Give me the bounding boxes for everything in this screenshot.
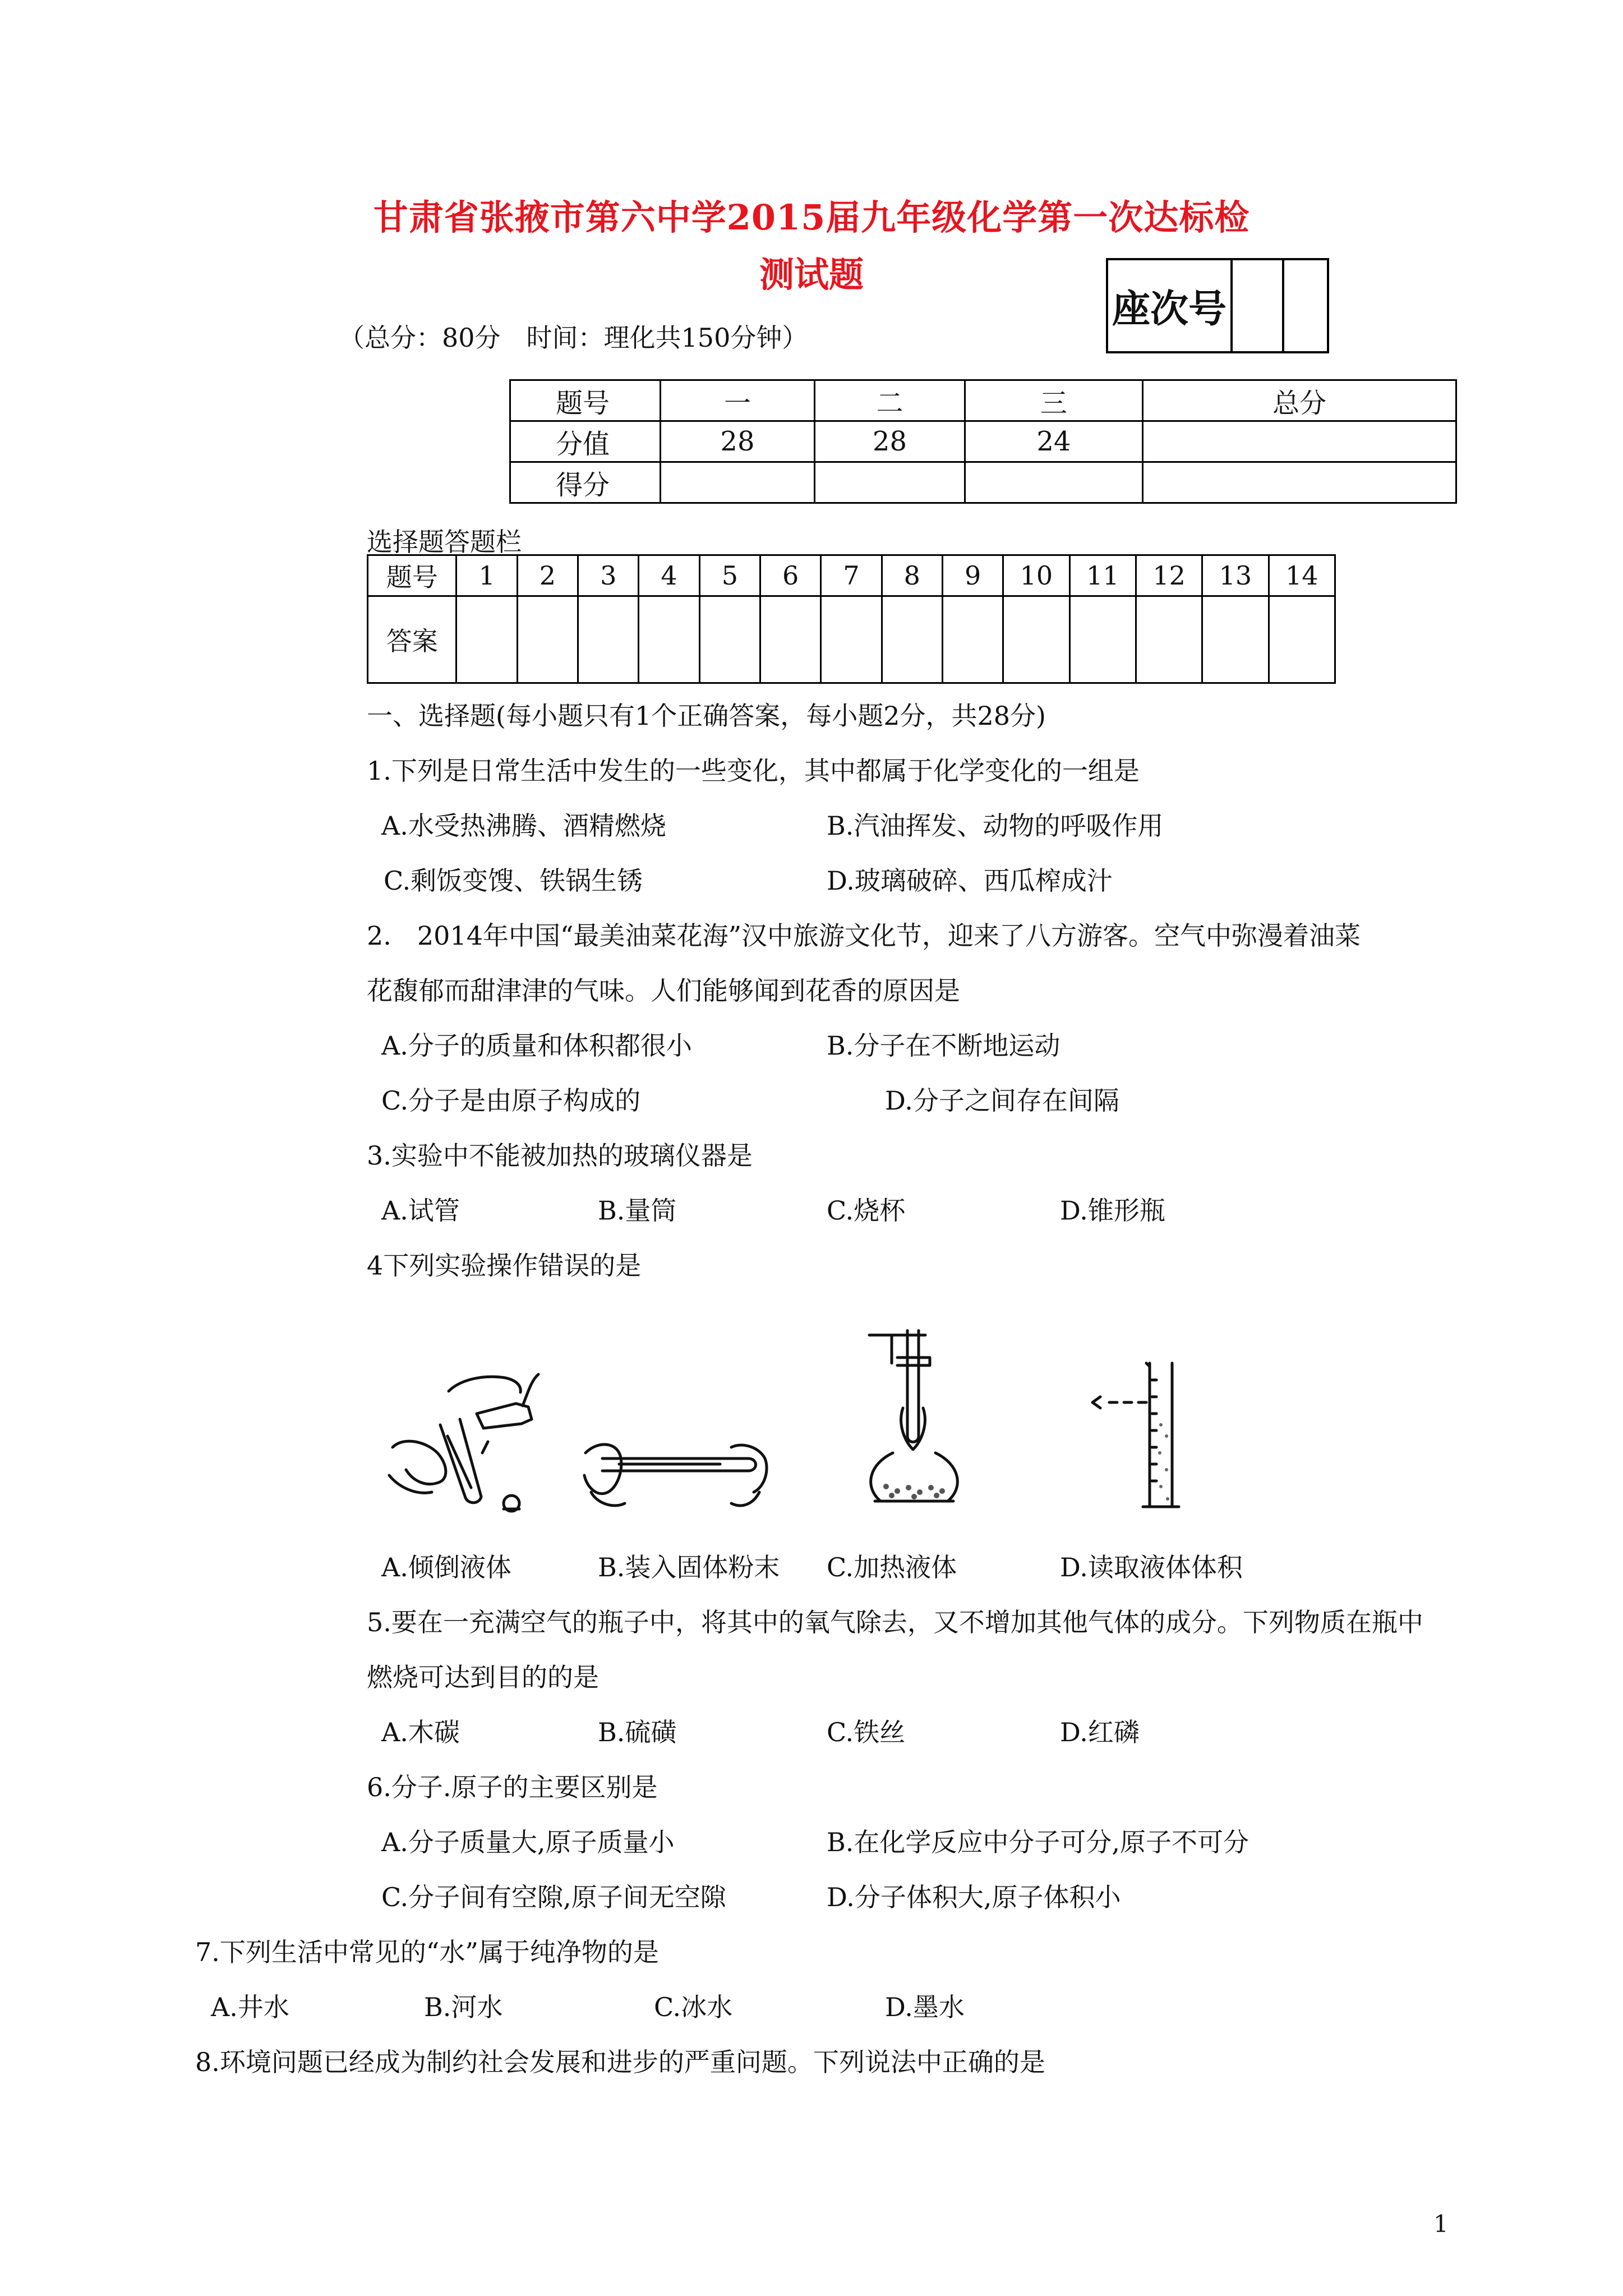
seat-number-label: 座次号 — [1108, 260, 1233, 351]
answer-cell[interactable] — [821, 596, 882, 683]
q7-option-b: B.河水 — [424, 1992, 503, 2022]
question-number: 6 — [760, 555, 821, 596]
question-number: 13 — [1202, 555, 1269, 596]
answer-number-row — [368, 555, 1335, 596]
page-number: 1 — [1433, 2210, 1449, 2238]
answer-cell[interactable] — [1202, 596, 1269, 683]
seat-number-box — [1106, 258, 1329, 353]
answer-header-label: 题号 — [368, 555, 457, 596]
q4-stem: 4下列实验操作错误的是 — [367, 1250, 642, 1281]
seat-number-cell-2 — [1284, 260, 1327, 351]
question-number: 14 — [1269, 555, 1335, 596]
q2-stem-line2: 花馥郁而甜津津的气味。人们能够闻到花香的原因是 — [367, 976, 960, 1006]
q5-option-a: A.木碳 — [381, 1717, 460, 1747]
answer-sheet-table — [367, 554, 1336, 684]
q2-stem-line1: 2. 2014年中国“最美油菜花海”汉中旅游文化节，迎来了八方游客。空气中弥漫着油菜 — [367, 921, 1361, 951]
score-table-header-row — [510, 380, 1456, 421]
q5-option-c: C.铁丝 — [827, 1717, 906, 1747]
q4-option-d: D.读取液体体积 — [1060, 1552, 1243, 1582]
answer-cell[interactable] — [457, 596, 517, 683]
q2-option-d: D.分子之间存在间隔 — [885, 1085, 1119, 1116]
q7-stem: 7.下列生活中常见的“水”属于纯净物的是 — [195, 1937, 659, 1967]
q6-option-a: A.分子质量大,原子质量小 — [381, 1827, 675, 1857]
q5-option-b: B.硫磺 — [598, 1717, 677, 1747]
answer-label: 答案 — [368, 596, 457, 683]
score-header-cell: 一 — [660, 380, 815, 421]
q6-stem: 6.分子.原子的主要区别是 — [367, 1772, 658, 1802]
document-title-line1: 甘肃省张掖市第六中学2015届九年级化学第一次达标检 — [373, 197, 1250, 238]
q4-option-c: C.加热液体 — [827, 1552, 957, 1582]
score-obtained-row — [510, 462, 1456, 503]
score-obtained-cell[interactable] — [965, 462, 1142, 503]
score-value-row — [510, 421, 1456, 462]
score-value-cell: 分值 — [510, 421, 661, 462]
q4-option-a: A.倾倒液体 — [381, 1552, 511, 1582]
question-number: 1 — [457, 555, 517, 596]
answer-cell[interactable] — [517, 596, 578, 683]
question-number: 10 — [1003, 555, 1069, 596]
q8-stem: 8.环境问题已经成为制约社会发展和进步的严重问题。下列说法中正确的是 — [195, 2047, 1045, 2077]
reading-volume-figure — [1088, 1358, 1195, 1520]
question-number: 4 — [639, 555, 699, 596]
q3-stem: 3.实验中不能被加热的玻璃仪器是 — [367, 1140, 753, 1171]
question-number: 9 — [942, 555, 1003, 596]
score-table — [509, 379, 1457, 504]
q3-option-b: B.量筒 — [598, 1195, 677, 1226]
q3-option-d: D.锥形瓶 — [1060, 1195, 1165, 1226]
q1-option-a: A.水受热沸腾、酒精燃烧 — [381, 811, 666, 841]
question-number: 2 — [517, 555, 578, 596]
q5-option-d: D.红磷 — [1060, 1717, 1140, 1747]
score-obtained-cell[interactable] — [660, 462, 815, 503]
q2-option-c: C.分子是由原子构成的 — [381, 1085, 641, 1116]
score-value-cell — [1143, 421, 1456, 462]
score-header-cell: 题号 — [510, 380, 661, 421]
q3-option-c: C.烧杯 — [827, 1195, 906, 1226]
q5-stem-line1: 5.要在一充满空气的瓶子中，将其中的氧气除去，又不增加其他气体的成分。下列物质在瓶中 — [367, 1607, 1423, 1637]
q6-option-c: C.分子间有空隙,原子间无空隙 — [381, 1882, 726, 1912]
score-obtained-cell[interactable] — [815, 462, 965, 503]
powder-into-tube-figure — [580, 1419, 771, 1520]
q6-option-d: D.分子体积大,原子体积小 — [827, 1882, 1121, 1912]
q3-option-a: A.试管 — [381, 1195, 460, 1226]
score-value-cell: 24 — [965, 421, 1142, 462]
answer-cell[interactable] — [1003, 596, 1069, 683]
exam-info: （总分：80分 时间：理化共150分钟） — [339, 323, 808, 353]
question-number: 11 — [1069, 555, 1136, 596]
answer-cell[interactable] — [639, 596, 699, 683]
score-header-cell: 二 — [815, 380, 965, 421]
q7-option-d: D.墨水 — [885, 1992, 965, 2022]
answer-cell[interactable] — [578, 596, 639, 683]
q1-option-c: C.剩饭变馊、铁锅生锈 — [384, 866, 643, 896]
q1-stem: 1.下列是日常生活中发生的一些变化，其中都属于化学变化的一组是 — [367, 756, 1140, 786]
heating-liquid-figure — [858, 1324, 970, 1515]
q7-option-c: C.冰水 — [654, 1992, 733, 2022]
question-number: 3 — [578, 555, 639, 596]
score-header-cell: 三 — [965, 380, 1142, 421]
answer-cell[interactable] — [699, 596, 760, 683]
pouring-liquid-figure — [381, 1358, 550, 1520]
score-header-cell: 总分 — [1143, 380, 1456, 421]
q1-option-d: D.玻璃破碎、西瓜榨成汁 — [827, 866, 1113, 896]
q5-stem-line2: 燃烧可达到目的的是 — [367, 1662, 599, 1692]
seat-number-cell-1 — [1233, 260, 1284, 351]
question-number: 8 — [882, 555, 942, 596]
q6-option-b: B.在化学反应中分子可分,原子不可分 — [827, 1827, 1249, 1857]
q4-option-b: B.装入固体粉末 — [598, 1552, 780, 1582]
q2-option-a: A.分子的质量和体积都很小 — [381, 1030, 692, 1061]
answer-cell[interactable] — [1069, 596, 1136, 683]
score-obtained-cell: 得分 — [510, 462, 661, 503]
section1-heading: 一、选择题(每小题只有1个正确答案，每小题2分，共28分) — [367, 701, 1046, 731]
document-title-line2: 测试题 — [759, 254, 864, 295]
answer-cell[interactable] — [882, 596, 942, 683]
q7-option-a: A.井水 — [211, 1992, 289, 2022]
answer-cell[interactable] — [760, 596, 821, 683]
answer-row — [368, 596, 1335, 683]
answer-cell[interactable] — [1136, 596, 1202, 683]
answer-cell[interactable] — [942, 596, 1003, 683]
question-number: 5 — [699, 555, 760, 596]
score-value-cell: 28 — [815, 421, 965, 462]
answer-cell[interactable] — [1269, 596, 1335, 683]
q2-option-b: B.分子在不断地运动 — [827, 1030, 1061, 1061]
score-value-cell: 28 — [660, 421, 815, 462]
score-obtained-cell[interactable] — [1143, 462, 1456, 503]
q1-option-b: B.汽油挥发、动物的呼吸作用 — [827, 811, 1164, 841]
answer-sheet-caption: 选择题答题栏 — [367, 527, 522, 557]
question-number: 12 — [1136, 555, 1202, 596]
question-number: 7 — [821, 555, 882, 596]
